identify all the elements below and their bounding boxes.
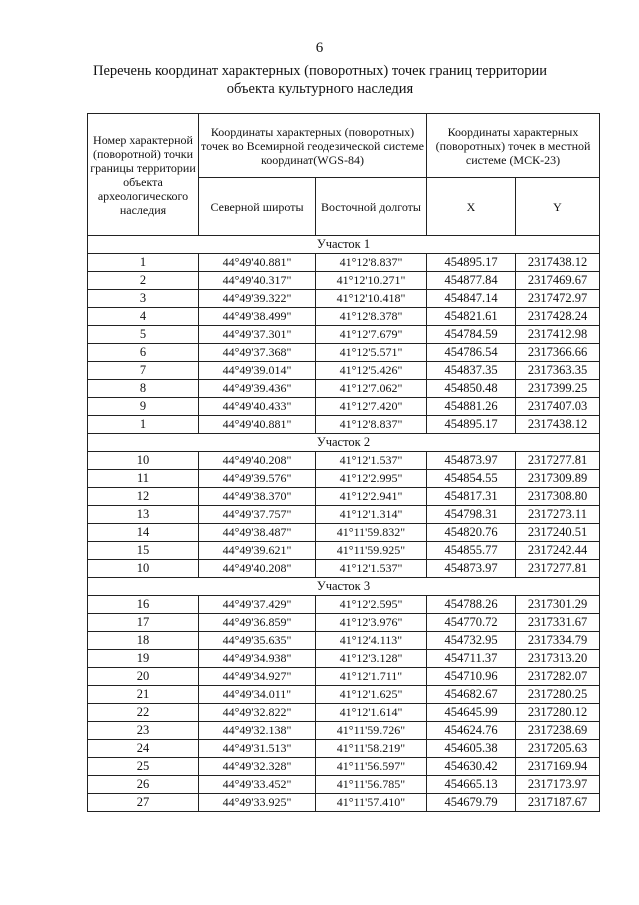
point-number-cell: 14 [88,524,199,542]
x-cell: 454817.31 [427,488,516,506]
table-row [88,560,600,578]
y-cell: 2317173.97 [516,776,600,794]
longitude-cell: 41°12'8.837" [316,416,427,434]
point-number-cell: 20 [88,668,199,686]
y-cell: 2317277.81 [516,452,600,470]
y-cell: 2317205.63 [516,740,600,758]
x-cell: 454665.13 [427,776,516,794]
x-cell: 454788.26 [427,596,516,614]
table-row [88,668,600,686]
point-number-cell: 9 [88,398,199,416]
longitude-cell: 41°12'1.537" [316,452,427,470]
x-cell: 454784.59 [427,326,516,344]
header-point-number: Номер характерной (поворотной) точки границы территории объекта археологического наследия [88,114,199,236]
point-number-cell: 10 [88,452,199,470]
x-cell: 454873.97 [427,452,516,470]
point-number-cell: 24 [88,740,199,758]
header-longitude: Восточной долготы [316,178,427,236]
x-cell: 454877.84 [427,272,516,290]
x-cell: 454645.99 [427,704,516,722]
x-cell: 454895.17 [427,254,516,272]
y-cell: 2317280.12 [516,704,600,722]
table-row [88,308,600,326]
longitude-cell: 41°12'3.976" [316,614,427,632]
longitude-cell: 41°12'2.941" [316,488,427,506]
y-cell: 2317472.97 [516,290,600,308]
x-cell: 454679.79 [427,794,516,812]
y-cell: 2317331.67 [516,614,600,632]
y-cell: 2317438.12 [516,254,600,272]
table-row [88,290,600,308]
y-cell: 2317469.67 [516,272,600,290]
y-cell: 2317428.24 [516,308,600,326]
header-latitude: Северной широты [199,178,316,236]
latitude-cell: 44°49'39.014" [199,362,316,380]
y-cell: 2317169.94 [516,758,600,776]
x-cell: 454873.97 [427,560,516,578]
latitude-cell: 44°49'40.433" [199,398,316,416]
latitude-cell: 44°49'40.881" [199,416,316,434]
point-number-cell: 23 [88,722,199,740]
latitude-cell: 44°49'40.881" [199,254,316,272]
point-number-cell: 17 [88,614,199,632]
y-cell: 2317313.20 [516,650,600,668]
latitude-cell: 44°49'34.011" [199,686,316,704]
header-msk23-group: Координаты характерных (поворотных) точек в местной системе (МСК-23) [427,114,600,178]
point-number-cell: 7 [88,362,199,380]
point-number-cell: 15 [88,542,199,560]
x-cell: 454821.61 [427,308,516,326]
latitude-cell: 44°49'31.513" [199,740,316,758]
section-title: Участок 3 [88,578,600,596]
latitude-cell: 44°49'37.301" [199,326,316,344]
longitude-cell: 41°11'59.832" [316,524,427,542]
latitude-cell: 44°49'39.322" [199,290,316,308]
header-wgs84-group: Координаты характерных (поворотных) точек во Всемирной геодезической системе координат(WGS-84) [199,114,427,178]
x-cell: 454847.14 [427,290,516,308]
point-number-cell: 21 [88,686,199,704]
y-cell: 2317309.89 [516,470,600,488]
document-title-line-2: объекта культурного наследия [226,81,414,97]
latitude-cell: 44°49'39.576" [199,470,316,488]
y-cell: 2317242.44 [516,542,600,560]
latitude-cell: 44°49'36.859" [199,614,316,632]
y-cell: 2317407.03 [516,398,600,416]
point-number-cell: 6 [88,344,199,362]
point-number-cell: 4 [88,308,199,326]
longitude-cell: 41°12'7.062" [316,380,427,398]
latitude-cell: 44°49'33.925" [199,794,316,812]
point-number-cell: 5 [88,326,199,344]
point-number-cell: 12 [88,488,199,506]
latitude-cell: 44°49'34.927" [199,668,316,686]
table-row [88,794,600,812]
x-cell: 454820.76 [427,524,516,542]
longitude-cell: 41°12'5.426" [316,362,427,380]
longitude-cell: 41°11'57.410" [316,794,427,812]
table-row [88,758,600,776]
y-cell: 2317412.98 [516,326,600,344]
latitude-cell: 44°49'32.328" [199,758,316,776]
longitude-cell: 41°12'7.679" [316,326,427,344]
page-number: 6 [315,40,324,56]
x-cell: 454711.37 [427,650,516,668]
longitude-cell: 41°11'58.219" [316,740,427,758]
table-row [88,632,600,650]
section-row [88,236,600,254]
longitude-cell: 41°12'3.128" [316,650,427,668]
table-row [88,686,600,704]
latitude-cell: 44°49'39.436" [199,380,316,398]
section-title: Участок 1 [88,236,600,254]
latitude-cell: 44°49'32.138" [199,722,316,740]
point-number-cell: 22 [88,704,199,722]
y-cell: 2317308.80 [516,488,600,506]
table-row [88,452,600,470]
longitude-cell: 41°12'4.113" [316,632,427,650]
table-row [88,740,600,758]
latitude-cell: 44°49'40.208" [199,560,316,578]
longitude-cell: 41°12'2.595" [316,596,427,614]
point-number-cell: 1 [88,254,199,272]
x-cell: 454854.55 [427,470,516,488]
point-number-cell: 13 [88,506,199,524]
table-row [88,614,600,632]
point-number-cell: 11 [88,470,199,488]
point-number-cell: 16 [88,596,199,614]
point-number-cell: 3 [88,290,199,308]
y-cell: 2317187.67 [516,794,600,812]
x-cell: 454770.72 [427,614,516,632]
y-cell: 2317366.66 [516,344,600,362]
y-cell: 2317363.35 [516,362,600,380]
table-row [88,488,600,506]
table-row [88,524,600,542]
section-row [88,434,600,452]
point-number-cell: 19 [88,650,199,668]
longitude-cell: 41°12'8.378" [316,308,427,326]
y-cell: 2317399.25 [516,380,600,398]
table-row [88,416,600,434]
x-cell: 454682.67 [427,686,516,704]
latitude-cell: 44°49'37.429" [199,596,316,614]
longitude-cell: 41°12'1.537" [316,560,427,578]
section-title: Участок 2 [88,434,600,452]
point-number-cell: 18 [88,632,199,650]
x-cell: 454855.77 [427,542,516,560]
longitude-cell: 41°12'10.271" [316,272,427,290]
point-number-cell: 1 [88,416,199,434]
x-cell: 454895.17 [427,416,516,434]
latitude-cell: 44°49'39.621" [199,542,316,560]
point-number-cell: 10 [88,560,199,578]
document-title-line-1: Перечень координат характерных (поворотных) точек границ территории [92,63,548,79]
coordinates-table [87,113,600,812]
table-row [88,722,600,740]
y-cell: 2317240.51 [516,524,600,542]
y-cell: 2317280.25 [516,686,600,704]
longitude-cell: 41°11'59.726" [316,722,427,740]
y-cell: 2317438.12 [516,416,600,434]
longitude-cell: 41°12'10.418" [316,290,427,308]
table-row [88,470,600,488]
x-cell: 454732.95 [427,632,516,650]
table-row [88,326,600,344]
x-cell: 454710.96 [427,668,516,686]
y-cell: 2317301.29 [516,596,600,614]
table-row [88,704,600,722]
latitude-cell: 44°49'37.368" [199,344,316,362]
x-cell: 454881.26 [427,398,516,416]
point-number-cell: 2 [88,272,199,290]
point-number-cell: 27 [88,794,199,812]
latitude-cell: 44°49'33.452" [199,776,316,794]
table-row [88,776,600,794]
table-row [88,362,600,380]
y-cell: 2317273.11 [516,506,600,524]
longitude-cell: 41°12'1.625" [316,686,427,704]
section-row [88,578,600,596]
x-cell: 454630.42 [427,758,516,776]
longitude-cell: 41°11'56.785" [316,776,427,794]
table-row [88,506,600,524]
table-header [88,114,600,236]
x-cell: 454605.38 [427,740,516,758]
longitude-cell: 41°11'59.925" [316,542,427,560]
latitude-cell: 44°49'38.499" [199,308,316,326]
longitude-cell: 41°12'1.614" [316,704,427,722]
point-number-cell: 26 [88,776,199,794]
latitude-cell: 44°49'38.487" [199,524,316,542]
longitude-cell: 41°12'1.314" [316,506,427,524]
longitude-cell: 41°12'7.420" [316,398,427,416]
y-cell: 2317282.07 [516,668,600,686]
header-x: X [427,178,516,236]
document-title [60,62,580,98]
longitude-cell: 41°12'2.995" [316,470,427,488]
table-row [88,254,600,272]
x-cell: 454624.76 [427,722,516,740]
table-row [88,596,600,614]
latitude-cell: 44°49'37.757" [199,506,316,524]
latitude-cell: 44°49'34.938" [199,650,316,668]
latitude-cell: 44°49'32.822" [199,704,316,722]
longitude-cell: 41°12'1.711" [316,668,427,686]
point-number-cell: 8 [88,380,199,398]
point-number-cell: 25 [88,758,199,776]
x-cell: 454798.31 [427,506,516,524]
y-cell: 2317277.81 [516,560,600,578]
table-row [88,380,600,398]
latitude-cell: 44°49'40.208" [199,452,316,470]
table-row [88,542,600,560]
table-row [88,272,600,290]
y-cell: 2317334.79 [516,632,600,650]
x-cell: 454850.48 [427,380,516,398]
latitude-cell: 44°49'35.635" [199,632,316,650]
longitude-cell: 41°11'56.597" [316,758,427,776]
longitude-cell: 41°12'5.571" [316,344,427,362]
x-cell: 454837.35 [427,362,516,380]
table-row [88,344,600,362]
table-row [88,650,600,668]
latitude-cell: 44°49'38.370" [199,488,316,506]
table-row [88,398,600,416]
longitude-cell: 41°12'8.837" [316,254,427,272]
x-cell: 454786.54 [427,344,516,362]
table-body [88,236,600,812]
header-y: Y [516,178,600,236]
latitude-cell: 44°49'40.317" [199,272,316,290]
y-cell: 2317238.69 [516,722,600,740]
